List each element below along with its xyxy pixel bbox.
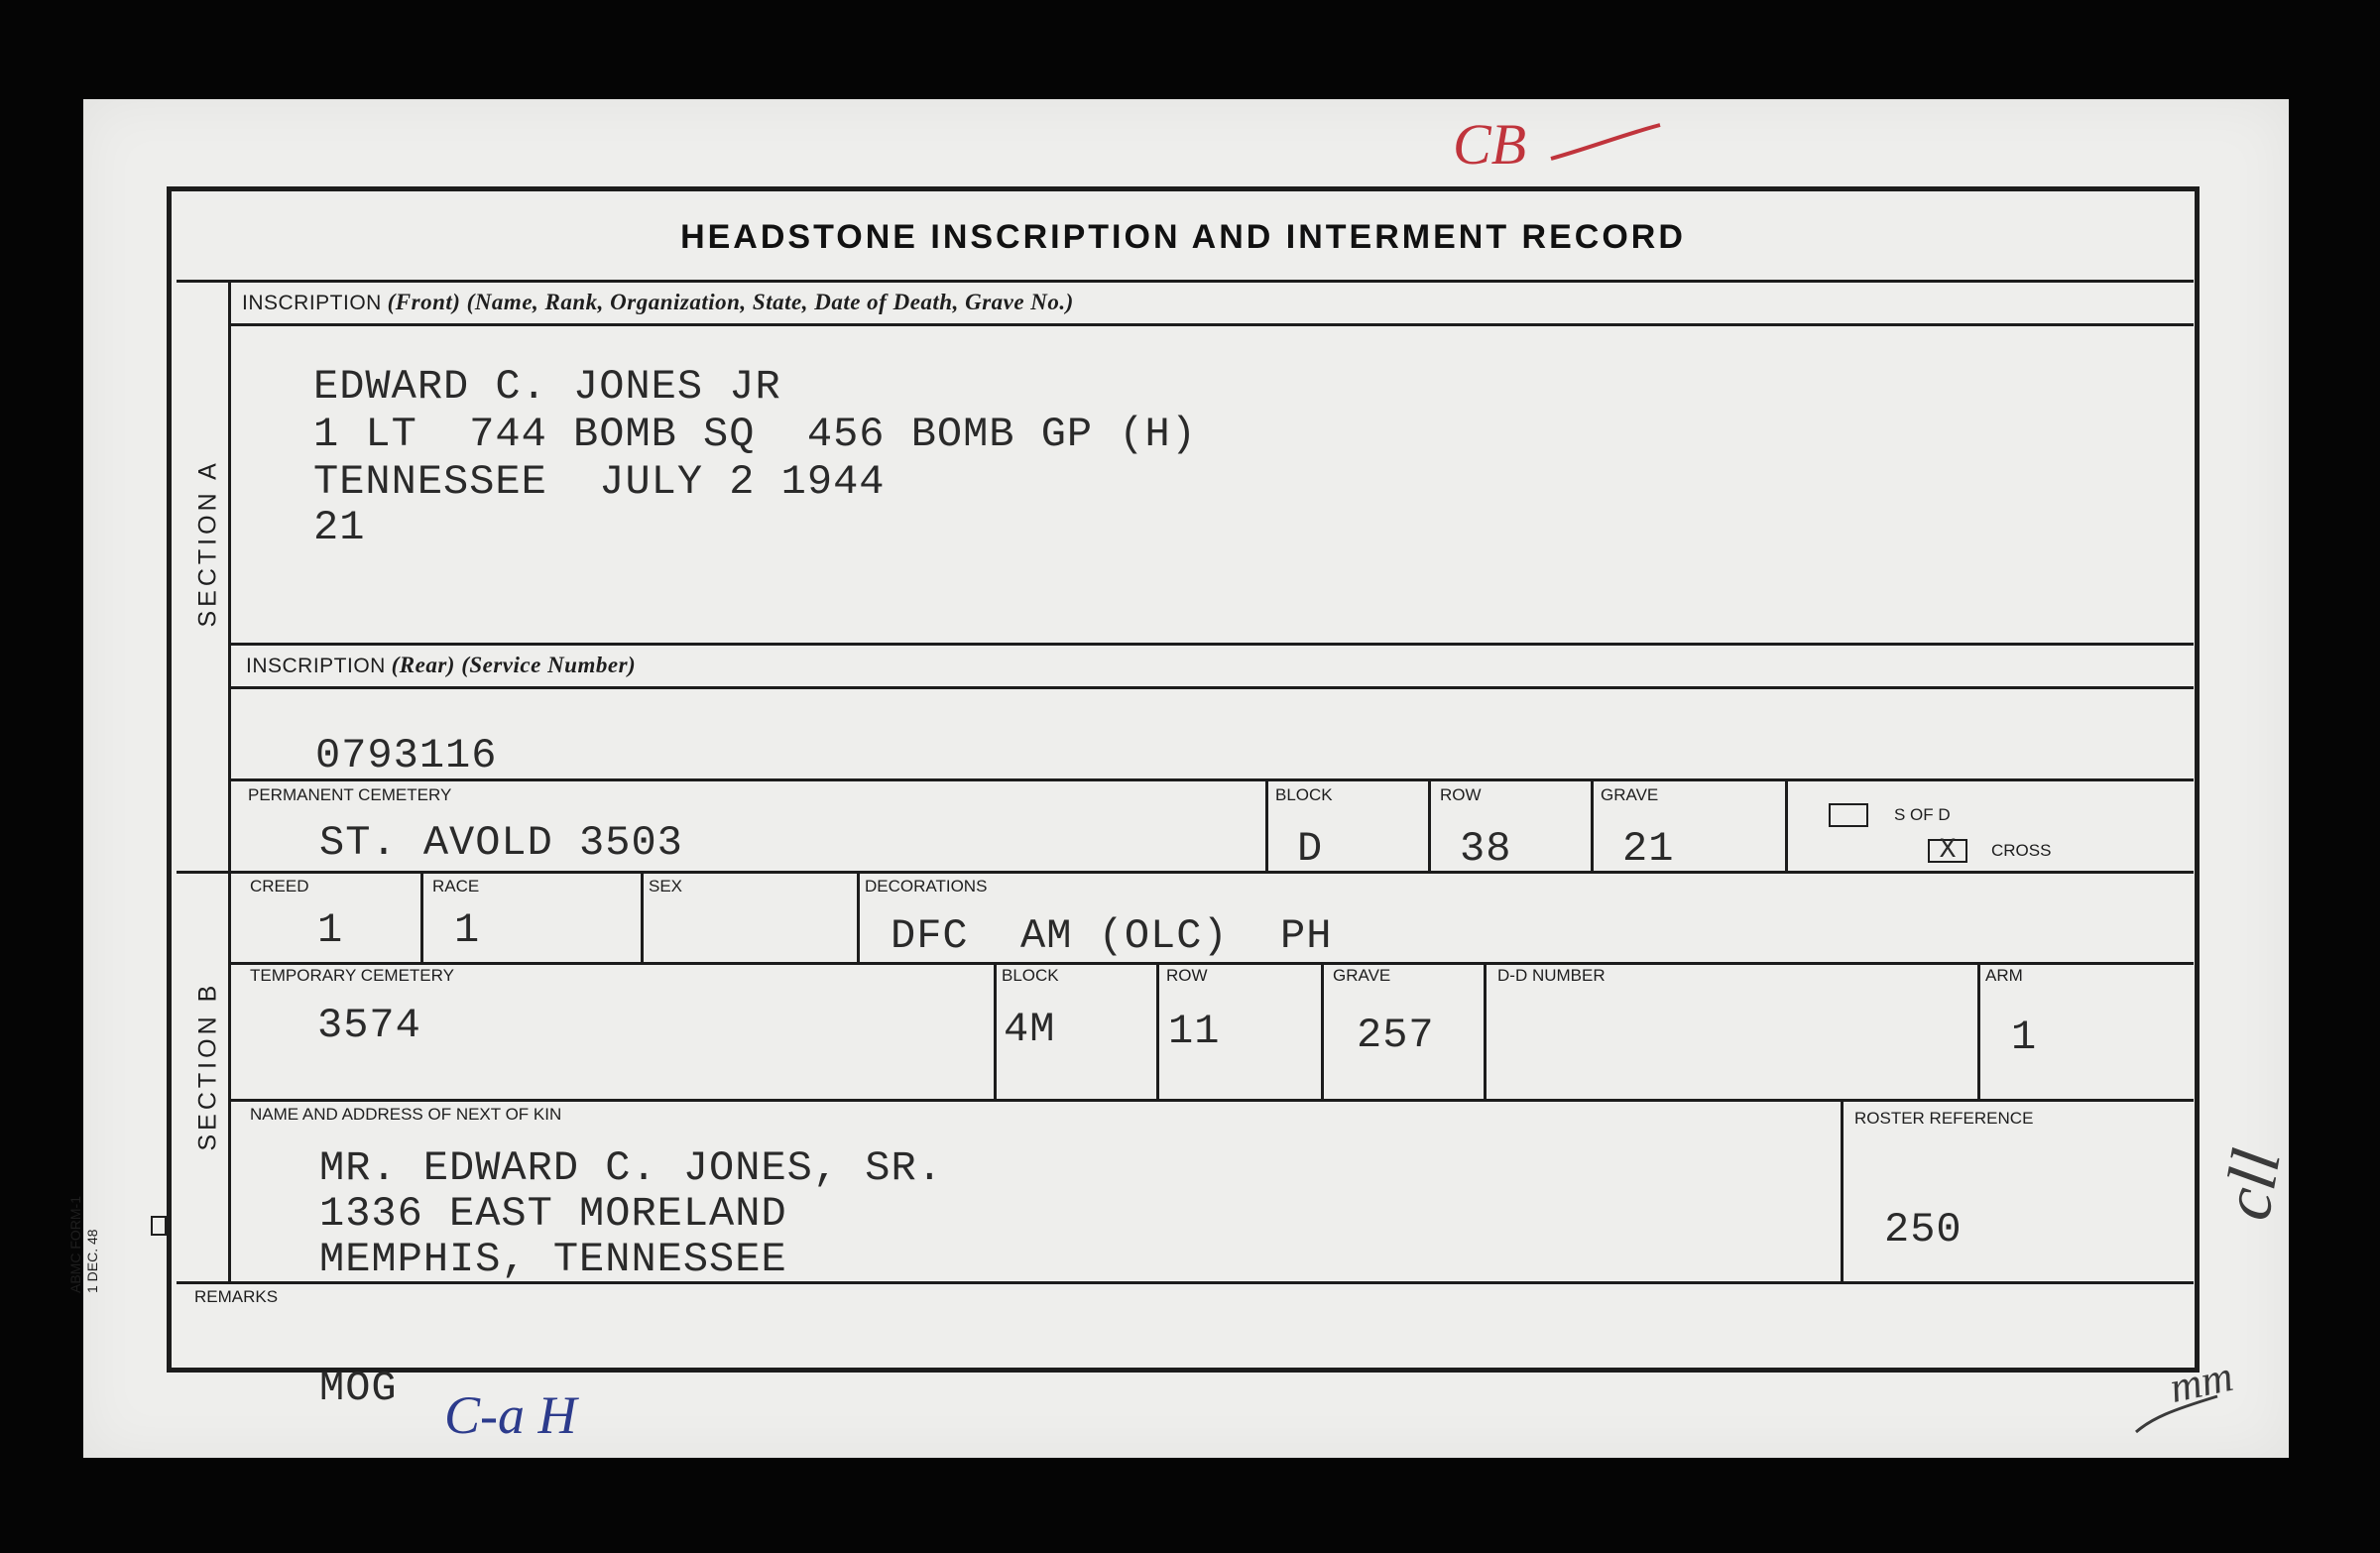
divider-perm-cemetery (231, 778, 2194, 781)
remarks-handwritten-note: C-a H (444, 1385, 577, 1445)
section-column-divider (228, 282, 231, 1281)
perm-cemetery-value: ST. AVOLD 3503 (319, 819, 683, 867)
perm-cemetery-label: PERMANENT CEMETERY (248, 785, 452, 804)
temp-block-label: BLOCK (1002, 966, 1059, 985)
creed-label: CREED (250, 877, 309, 896)
perm-block-divider (1265, 779, 1268, 871)
decorations-value: DFC AM (OLC) PH (891, 912, 1333, 960)
right-margin-initials: cll (2207, 1143, 2296, 1226)
roster-ref-label: ROSTER REFERENCE (1854, 1109, 2034, 1128)
divider-next-of-kin (231, 1099, 2194, 1102)
margin-checkbox[interactable] (151, 1216, 167, 1236)
remarks-label: REMARKS (194, 1287, 279, 1306)
next-of-kin-line-3: MEMPHIS, TENNESSEE (319, 1236, 787, 1283)
temp-row-divider (1156, 963, 1159, 1099)
race-value: 1 (454, 906, 481, 954)
perm-block-value: D (1297, 825, 1324, 873)
front-inscription-line-4: 21 (313, 504, 366, 551)
cross-label: CROSS (1991, 841, 2052, 860)
perm-row-value: 38 (1460, 825, 1512, 873)
perm-block-label: BLOCK (1275, 785, 1333, 804)
next-of-kin-line-2: 1336 EAST MORELAND (319, 1190, 787, 1238)
sofd-label: S OF D (1894, 805, 1951, 824)
temp-cemetery-label: TEMPORARY CEMETERY (250, 966, 454, 985)
front-inscription-line-1: EDWARD C. JONES JR (313, 363, 781, 411)
perm-row-label: ROW (1440, 785, 1482, 804)
sofd-checkbox[interactable] (1829, 803, 1868, 827)
rear-inscription-title: INSCRIPTION (246, 655, 386, 677)
divider-front-label (231, 323, 2194, 326)
temp-block-value: 4M (1004, 1006, 1056, 1053)
front-inscription-title: INSCRIPTION (242, 292, 382, 314)
cross-checkbox-mark: X (1939, 835, 1957, 866)
race-label: RACE (432, 877, 480, 896)
front-inscription-line-2: 1 LT 744 BOMB SQ 456 BOMB GP (H) (313, 411, 1197, 458)
divider-rear (231, 643, 2194, 646)
sex-divider (857, 872, 860, 962)
divider-title (177, 280, 2194, 283)
perm-grave-label: GRAVE (1601, 785, 1659, 804)
rear-inscription-label (246, 653, 636, 678)
section-a-label: SECTION A (193, 459, 222, 628)
perm-marker-divider (1785, 779, 1788, 871)
temp-block-divider (994, 963, 997, 1099)
next-of-kin-label: NAME AND ADDRESS OF NEXT OF KIN (250, 1105, 562, 1124)
red-initials: CB (1453, 112, 1527, 177)
front-inscription-line-3: TENNESSEE JULY 2 1944 (313, 458, 886, 506)
dd-number-label: D-D NUMBER (1497, 966, 1606, 985)
perm-grave-divider (1591, 779, 1594, 871)
roster-divider (1841, 1100, 1844, 1281)
roster-ref-value: 250 (1884, 1206, 1963, 1254)
temp-row-value: 11 (1168, 1008, 1221, 1055)
front-inscription-label (242, 290, 1074, 315)
remarks-typed-note: MOG (319, 1365, 398, 1412)
form-id-line-1: ABMC FORM-1 (67, 1196, 83, 1293)
section-b-label: SECTION B (193, 981, 222, 1151)
sex-label: SEX (649, 877, 683, 896)
creed-divider (420, 872, 423, 962)
arm-value: 1 (2011, 1014, 2038, 1061)
perm-row-divider (1428, 779, 1431, 871)
front-inscription-hint: (Front) (Name, Rank, Organization, State, Date of Death, Grave No.) (387, 290, 1074, 314)
temp-grave-value: 257 (1357, 1012, 1435, 1059)
bottom-right-flourish (2132, 1388, 2221, 1438)
service-number: 0793116 (315, 732, 498, 779)
perm-grave-value: 21 (1622, 825, 1675, 873)
cross-checkbox[interactable] (1928, 835, 1967, 866)
temp-cemetery-value: 3574 (317, 1002, 421, 1049)
arm-divider (1977, 963, 1980, 1099)
next-of-kin-line-1: MR. EDWARD C. JONES, SR. (319, 1144, 943, 1192)
temp-grave-label: GRAVE (1333, 966, 1391, 985)
divider-section-b (177, 871, 2194, 874)
form-identifier (67, 1154, 101, 1293)
form-id-line-2: 1 DEC. 48 (84, 1229, 100, 1293)
red-initials-underline (1547, 119, 1666, 169)
decorations-label: DECORATIONS (865, 877, 988, 896)
divider-temp-cemetery (231, 962, 2194, 965)
rear-inscription-hint: (Rear) (Service Number) (391, 653, 637, 677)
form-title: HEADSTONE INSCRIPTION AND INTERMENT RECORD (680, 218, 1686, 256)
divider-rear-label (231, 686, 2194, 689)
race-divider (641, 872, 644, 962)
creed-value: 1 (317, 906, 344, 954)
bottom-right-note: mm (2165, 1351, 2237, 1413)
dd-number-divider (1484, 963, 1487, 1099)
temp-grave-divider (1321, 963, 1324, 1099)
temp-row-label: ROW (1166, 966, 1208, 985)
arm-label: ARM (1985, 966, 2023, 985)
